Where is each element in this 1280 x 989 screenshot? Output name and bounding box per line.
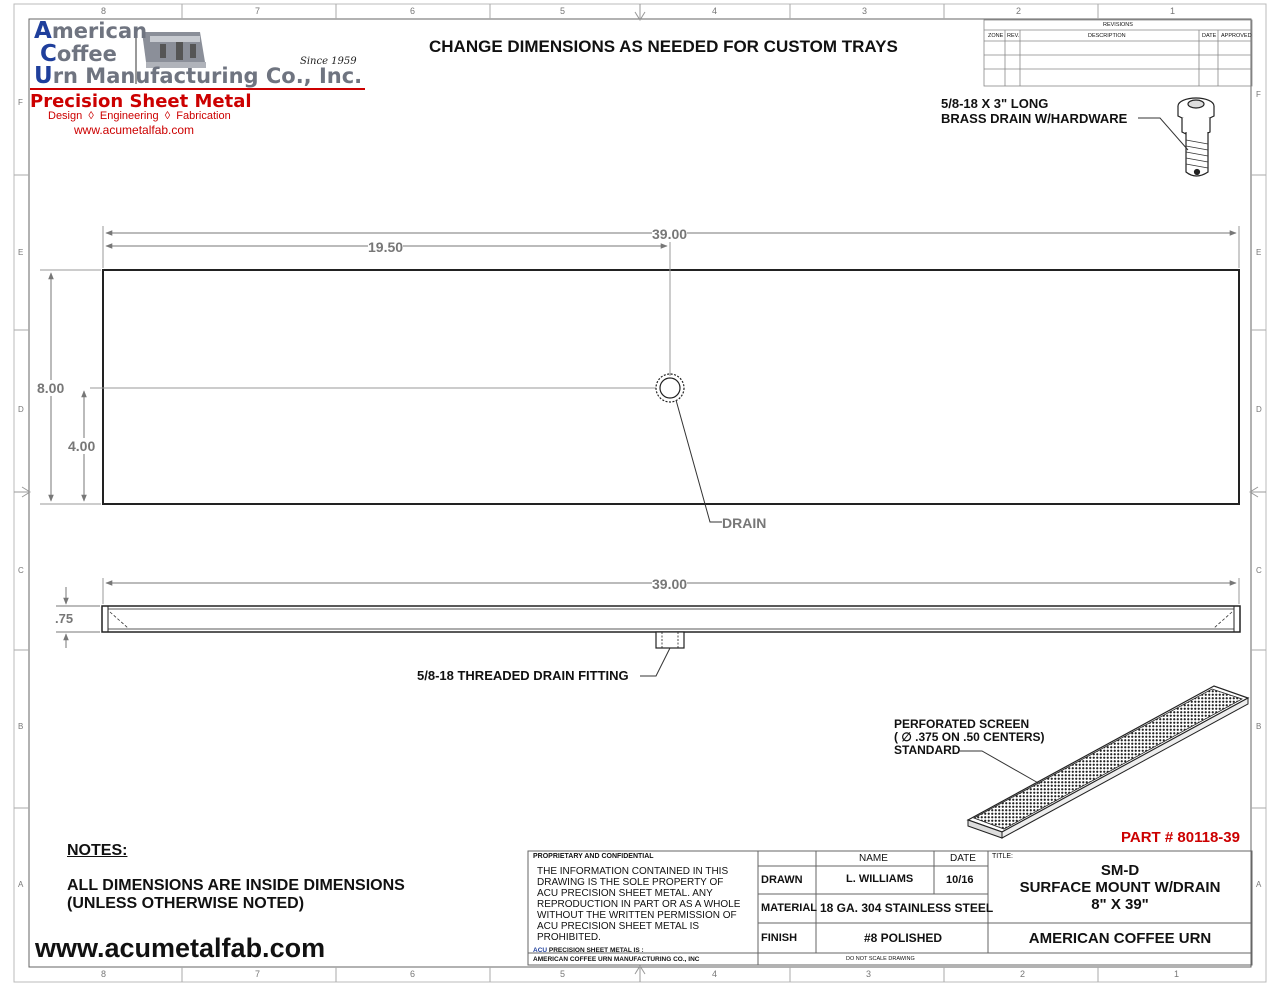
zone-number-bottom: 1 xyxy=(1174,969,1180,979)
zone-number-bottom: 7 xyxy=(255,969,261,979)
zone-number-top: 5 xyxy=(560,6,566,16)
proprietary-line: REPRODUCTION IN PART OR AS A WHOLE xyxy=(537,899,741,910)
notes-line1: ALL DIMENSIONS ARE INSIDE DIMENSIONS xyxy=(67,877,405,894)
threaded-fitting-drawing xyxy=(656,632,684,648)
dim-half-length: 19.50 xyxy=(368,239,404,255)
proprietary-text xyxy=(537,866,757,943)
proprietary-line: THE INFORMATION CONTAINED IN THIS xyxy=(537,866,729,877)
acu-is-acu: ACU xyxy=(533,947,548,954)
logo-red-bar xyxy=(30,88,365,90)
proprietary-line: DRAWING IS THE SOLE PROPERTY OF xyxy=(537,877,724,888)
zone-number-top: 8 xyxy=(101,6,107,16)
screen-callout-line1: PERFORATED SCREEN xyxy=(894,717,1030,731)
proprietary-heading: PROPRIETARY AND CONFIDENTIAL xyxy=(533,853,654,860)
logo-coffee-rest: offee xyxy=(56,42,117,66)
logo-since: Since 1959 xyxy=(300,56,357,67)
zone-number-bottom: 3 xyxy=(866,969,872,979)
logo-services: Design ◊ Engineering ◊ Fabrication xyxy=(48,110,231,122)
zone-number-bottom: 2 xyxy=(1020,969,1026,979)
revisions-title: REVISIONS xyxy=(1103,22,1133,28)
title-line2: SURFACE MOUNT W/DRAIN xyxy=(1019,879,1221,896)
company-name: AMERICAN COFFEE URN xyxy=(1028,930,1212,947)
name-header: NAME xyxy=(859,853,888,864)
screen-callout-line2: ( ∅ .375 ON .50 CENTERS) xyxy=(894,730,1045,744)
brass-drain-drawing xyxy=(1178,98,1214,176)
proprietary-line: ACU PRECISION SHEET METAL IS xyxy=(537,921,700,932)
zone-letter-right: E xyxy=(1256,248,1262,257)
material-value: 18 GA. 304 STAINLESS STEEL xyxy=(820,901,994,915)
zone-number-top: 4 xyxy=(712,6,718,16)
finish-label: FINISH xyxy=(761,932,798,944)
zone-letter-left: D xyxy=(18,405,24,414)
finish-value: #8 POLISHED xyxy=(864,931,943,945)
dim-top-length: 39.00 xyxy=(652,226,688,242)
acu-is-rest: PRECISION SHEET METAL IS : xyxy=(548,947,644,954)
brass-drain-callout-line2: BRASS DRAIN W/HARDWARE xyxy=(941,111,1128,126)
drawn-name: L. WILLIAMS xyxy=(846,873,914,885)
logo-tagline: Precision Sheet Metal xyxy=(30,91,252,112)
revisions-col-date: DATE xyxy=(1202,33,1217,39)
zone-number-top: 7 xyxy=(255,6,261,16)
screen-leader xyxy=(960,751,1040,784)
brass-drain-callout-line1: 5/8-18 X 3" LONG xyxy=(941,96,1049,111)
zone-number-top: 2 xyxy=(1016,6,1022,16)
revisions-col-zone: ZONE xyxy=(988,33,1004,39)
zone-letter-left: A xyxy=(18,880,24,889)
zone-letter-left: C xyxy=(18,566,24,575)
notes-line2: (UNLESS OTHERWISE NOTED) xyxy=(67,895,305,912)
zone-number-bottom: 5 xyxy=(560,969,566,979)
revisions-col-approved: APPROVED xyxy=(1221,33,1252,39)
proprietary-line: WITHOUT THE WRITTEN PERMISSION OF xyxy=(537,910,737,921)
logo-urn-rest: rn Manufacturing Co., Inc. xyxy=(52,64,363,88)
title-header: TITLE: xyxy=(992,853,1014,860)
proprietary-line: PROHIBITED. xyxy=(537,932,601,943)
logo-urn-manufacturing: Urn Manufacturing Co., Inc. xyxy=(34,63,363,89)
revisions-col-rev: REV. xyxy=(1007,33,1020,39)
dim-side-length: 39.00 xyxy=(652,576,688,592)
proprietary-line: ACU PRECISION SHEET METAL. ANY xyxy=(537,888,713,899)
screen-callout-line3: STANDARD xyxy=(894,743,961,757)
isometric-tray-drawing xyxy=(968,686,1248,838)
footer-url-link[interactable]: www.acumetalfab.com xyxy=(35,933,326,963)
notes-heading: NOTES: xyxy=(67,842,128,859)
zone-letter-left: B xyxy=(18,722,24,731)
zone-letter-left: F xyxy=(18,98,23,107)
title-line3: 8" X 39" xyxy=(1091,896,1149,913)
page-title: CHANGE DIMENSIONS AS NEEDED FOR CUSTOM TRAYS xyxy=(429,37,898,56)
fitting-leader xyxy=(640,648,670,676)
zone-number-top: 1 xyxy=(1170,6,1176,16)
dim-width: 8.00 xyxy=(37,380,65,396)
dim-half-width: 4.00 xyxy=(68,438,96,454)
date-header: DATE xyxy=(950,853,976,864)
acu-company: AMERICAN COFFEE URN MANUFACTURING CO., INC xyxy=(533,956,700,963)
threaded-fitting-callout: 5/8-18 THREADED DRAIN FITTING xyxy=(417,668,629,683)
title-line1: SM-D xyxy=(1100,862,1140,879)
dim-height: .75 xyxy=(55,611,74,626)
material-label: MATERIAL xyxy=(761,902,818,914)
zone-letter-right: D xyxy=(1256,405,1262,414)
zone-number-bottom: 4 xyxy=(712,969,718,979)
acu-is-label xyxy=(533,947,644,954)
tray-top-view xyxy=(103,270,1239,504)
logo-american-rest: merican xyxy=(51,19,148,43)
tray-side-view xyxy=(102,606,1240,632)
revision-table-grid xyxy=(984,20,1252,86)
zone-number-top: 3 xyxy=(862,6,868,16)
revisions-col-description: DESCRIPTION xyxy=(1088,33,1126,39)
part-number: PART # 80118-39 xyxy=(1121,829,1240,846)
drawn-date: 10/16 xyxy=(946,874,974,886)
do-not-scale: DO NOT SCALE DRAWING xyxy=(846,956,915,962)
drain-callout: DRAIN xyxy=(722,515,767,531)
zone-letter-left: E xyxy=(18,248,24,257)
brass-drain-leader xyxy=(1138,118,1188,150)
drawn-label: DRAWN xyxy=(761,874,803,886)
zone-number-bottom: 8 xyxy=(101,969,107,979)
zone-letter-right: C xyxy=(1256,566,1262,575)
zone-number-bottom: 6 xyxy=(410,969,416,979)
zone-letter-right: A xyxy=(1256,880,1262,889)
zone-letter-right: B xyxy=(1256,722,1262,731)
logo-url-link[interactable]: www.acumetalfab.com xyxy=(74,123,195,137)
logo-american: American xyxy=(34,18,148,44)
zone-number-top: 6 xyxy=(410,6,416,16)
logo-coffee: Coffee xyxy=(40,41,117,67)
zone-letter-right: F xyxy=(1256,90,1261,99)
